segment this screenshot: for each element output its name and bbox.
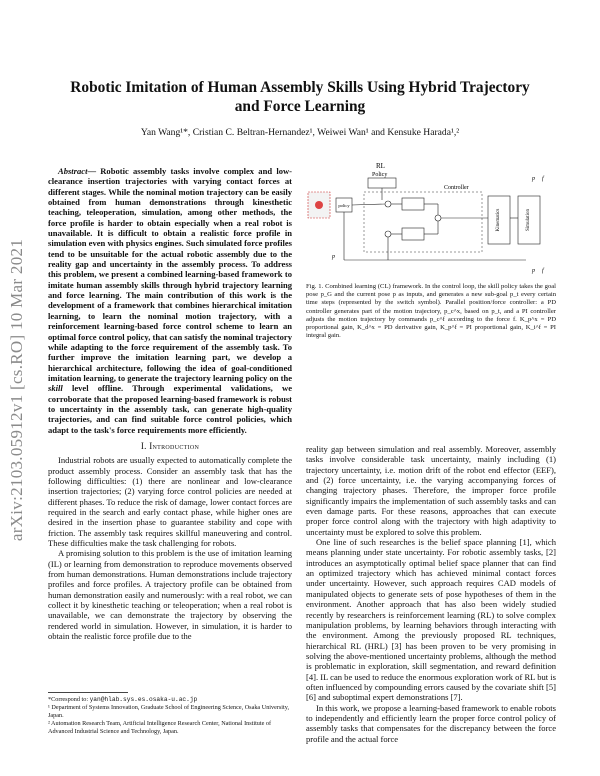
arxiv-id: arXiv:2103.05912v1 [cs.RO] 10 Mar 2021 [7,238,26,542]
abstract [48,166,292,435]
footnote-email[interactable]: yan@hlab.sys.es.osaka-u.ac.jp [89,696,198,703]
paper-title: Robotic Imitation of Human Assembly Skills Using Hybrid Trajectory and Force Learning [70,79,530,115]
peg-icon [315,201,323,209]
body-paragraph-3: In this work, we propose a learning-based framework to enable robots to independently and efficiently learn the proper force control policy of assembly tasks that compensates for the discrepancy between the force profile and the actual force [306,702,556,744]
f-label-top: f [542,176,544,182]
controller-label: Controller [444,185,469,191]
rl-policy-box [368,178,396,188]
body-paragraph-1: reality gap between simulation and real assembly. Moreover, assembly tasks involve considerable task uncertainty, mainly including (1) trajectory uncertainty, i.e. motion drift of the robot end effector (EEF), and (2) force uncertainty, i.e. the varying accompanying forces of changing trajectory phases. Therefore, the improper force profile significantly impairs the implementation of such assembly tasks and can even damage parts. For these reasons, approaches that can execute proper force control along with the trajectory with high adaptivity to uncertainty must be explored to solve this problem. [306,444,556,537]
intro-paragraph-1: Industrial robots are usually expected to automatically complete the product assembly process. Consider an assembly task that has the following difficulties: (1) there are nonlinear and low-clearance insertion trajectories; (2) varying force control policies are needed at different phases. To reduce the risk of damage, lower contact forces are required in the search and early contact phase, while higher ones are desired in the insertion phase to guarantee stability and cope with friction. The assembly task requires skillful maneuvering and control. These difficulties make the task challenging for robots. [48,455,292,549]
p-label-top: p [532,176,535,182]
pi-block [402,228,424,240]
footnote-rule [48,692,128,693]
pg-label: p [332,254,335,260]
sum-node-3 [435,215,441,221]
p-label-bottom: p [532,268,535,274]
pd-block [402,198,424,210]
abstract-text: — Robotic assembly tasks involve complex and low-clearance insertion trajectories with varying contact forces at different stages. While the nominal motion trajectory can be easily obtained from human demonstrations through kinesthetic teaching, teleoperation, simulation, among other methods, the force profile is harder to obtain especially when a real robot is unavailable. It is difficult to obtain a realistic force profile in simulation even with physics engines. Such simulated force profiles tend to be unsuitable for the actual robotic assembly due to the reality gap and uncertainty in the assembly process. To address this problem, we present a combined learning-based framework to imitate human assembly skills through hybrid trajectory learning and force learning. The main contribution of this work is the development of a framework that combines hierarchical imitation learning, to learn the nominal motion trajectory, with a reinforcement learning-based force control scheme to learn an optimal force control policy, that can satisfy the nominal trajectory while adapting to the force requirement of the assembly task. To further improve the imitation learning part, we develop a hierarchical architecture, following the idea of goal-conditioned imitation learning, to generate the trajectory learning policy on the [48,166,293,383]
section-heading-introduction: I. Introduction [140,440,200,451]
footnote-corr-label: *Correspond to: [48,696,90,703]
sum-node-2 [385,231,391,237]
body-paragraph-2: One line of such researches is the belief space planning [1], which means planning under state uncertainty. For robotic assembly tasks, [2] introduces an asymptotically optimal belief space planner that can find an optimized trajectory which has achieved minimal contact forces under uncertainty. However, such approach requires CAD models of manipulated objects to generate sets of pose hypotheses of them in the environment. Another approach that has also been widely studied recently by researchers is reinforcement learning (RL) to solve complex manipulation problems, by learning behaviors through interacting with the environment. Among the previously proposed RL techniques, hierarchical RL (HRL) [3] has been proven to be very promising in solving the above-mentioned uncertainty problems, although the method is problematic in exploration, skill segmentation, and reward definition [4]. IL can be used to reduce the enormous exploration work of RL but is often influenced by compounding errors caused by the covariate shift [5][6] and suboptimal expert demonstrations [7]. [306,537,556,703]
footnote-correspondence [48,696,292,703]
rl-label: RL [376,162,385,170]
f-label-bottom: f [542,268,544,274]
right-column [306,444,556,744]
left-column [48,166,292,641]
footnotes [48,692,292,736]
footnote-affiliation-2: ² Automation Research Team, Artificial Intelligence Research Center, National Institute of Advanced Industrial Science and Technology, Japan. [48,720,272,735]
abstract-skill: skill [48,383,63,394]
kinematics-label: Kinematics [496,208,501,232]
footnote-affiliation-1: ¹ Department of Systems Innovation, Graduate School of Engineering Science, Osaka University, Japan. [48,704,289,719]
abstract-text-end: level offline. Through experimental validations, we corroborate that the proposed learning-based framework is robust to uncertainty in the assembly task, can generate high-quality trajectories, and can find suitable force control policies, which adapt to the task's force requirements more efficiently. [48,383,292,435]
policy-label: Policy [372,172,388,178]
figure-1 [306,160,556,278]
intro-paragraph-2: A promising solution to this problem is the use of imitation learning (IL) or learning from demonstration to reproduce movements observed from human demonstrations. Human demonstrations include trajectory profiles and force profiles. A trajectory profile can be obtained from human demonstration easily and numerously: with a real robot, we can collect it by kinesthetic teaching or teleoperation; when a real robot is unavailable, we can demonstrate the trajectory by observing the rendered world in simulation. However, in simulation, it is harder to obtain the realistic force profile due to the [48,548,292,642]
framework-diagram [306,160,556,278]
paper-authors: Yan Wang¹*, Cristian C. Beltran-Hernandez¹, Weiwei Wan¹ and Kensuke Harada¹,² [140,127,460,138]
figure-1-caption: Fig. 1. Combined learning (CL) framework. In the control loop, the skill policy takes the goal pose p_G and the current pose p as inputs, and generates a new sub-goal p_t every certain time steps (represented by the switch symbol). Parallel position/force controller: a PD controller generates part of the motion trajectory, p_c^x, based on p_t, and a PI controller adjusts the motion trajectory by commands p_c^f according to the force f. K_p^x = PD proportional gain, K_d^x = PD derivative gain, K_p^f = PI proportional gain, K_i^f = PI integral gain. [306,283,556,340]
sum-node-1 [385,201,391,207]
simulation-label: Simulation [526,209,531,231]
policy-box-label: policy [338,203,350,208]
arxiv-stamp [2,180,32,600]
abstract-label: Abstract [58,166,88,176]
